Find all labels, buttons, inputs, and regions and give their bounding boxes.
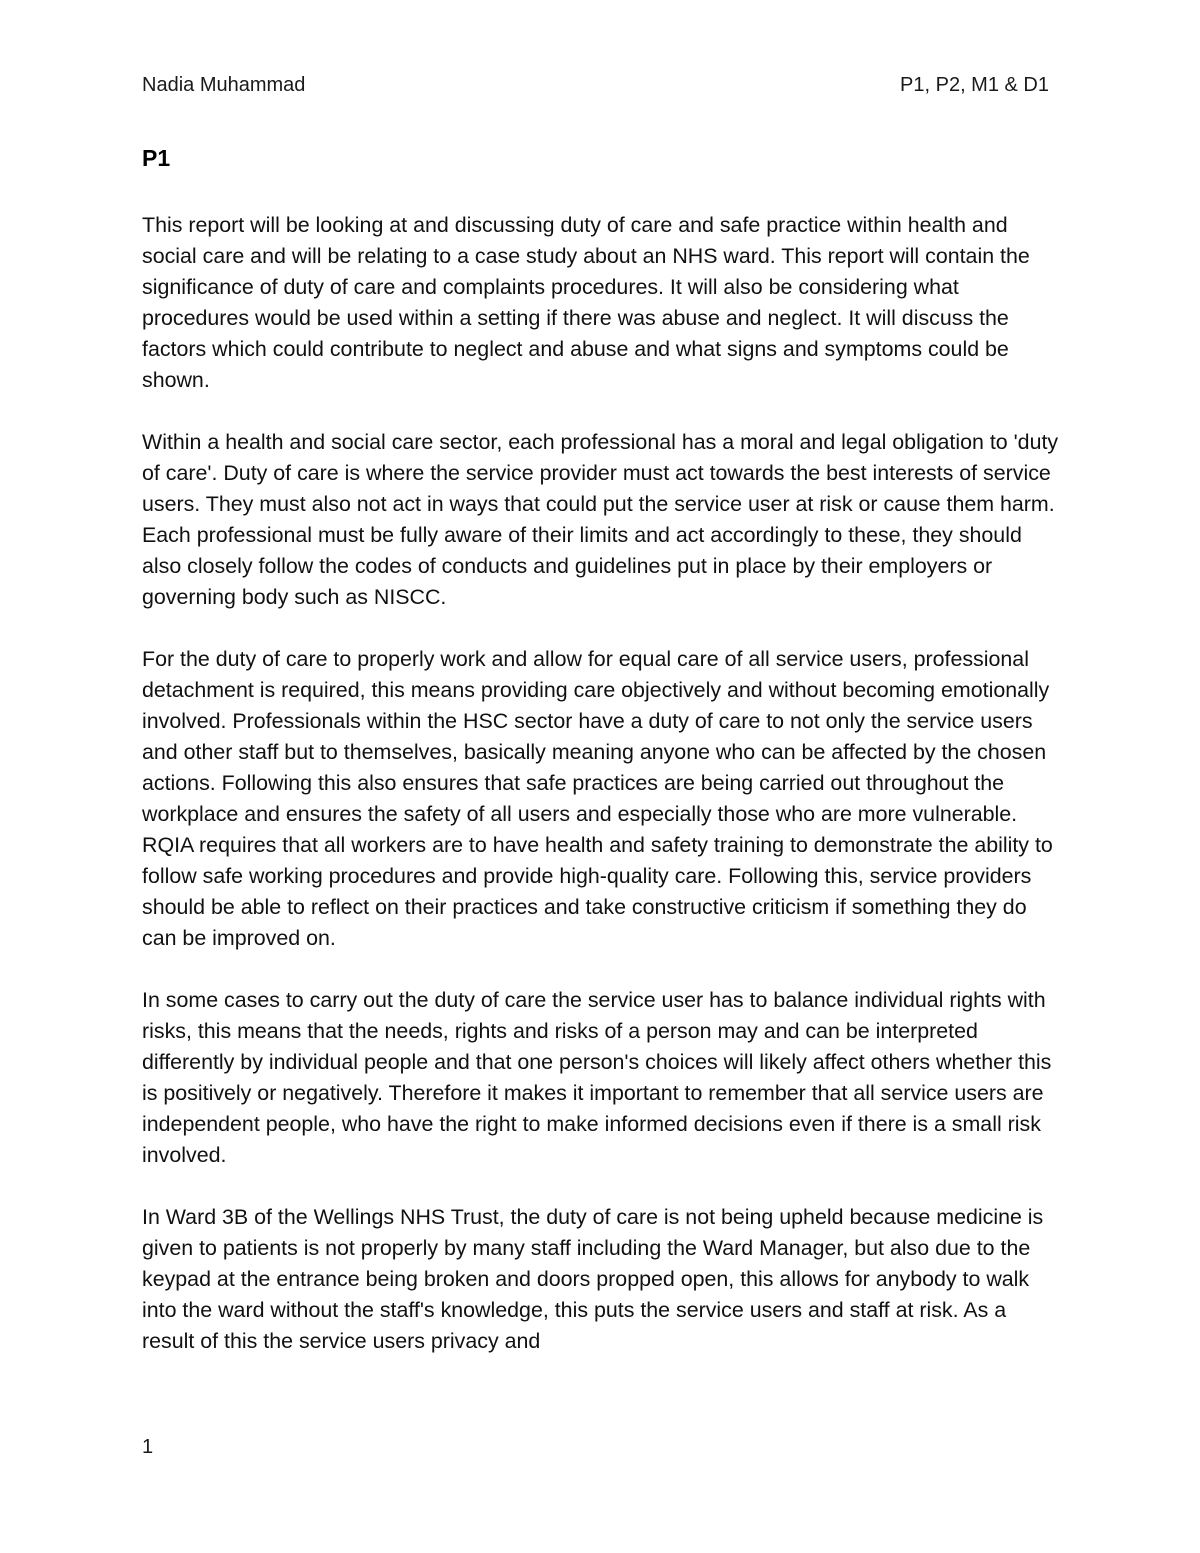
paragraph-duty-of-care: Within a health and social care sector, each professional has a moral and legal obligation to 'duty of care'. Duty of care is where the service provider must act towards the best interests of service users. They must also not act in ways that could put the service user at risk or cause them harm. Each professional must be fully aware of their limits and act accordingly to these, they should also closely follow the codes of conducts and guidelines put in place by their employers or governing body such as NISCC.: [142, 430, 1059, 609]
page-header: [142, 72, 1049, 98]
paragraph-professional-detachment: For the duty of care to properly work and allow for equal care of all service users, professional detachment is required, this means providing care objectively and without becoming emotionally involved. Professionals within the HSC sector have a duty of care to not only the service users and other staff but to themselves, basically meaning anyone who can be affected by the chosen actions. Following this also ensures that safe practices are being carried out throughout the workplace and ensures the safety of all users and especially those who are more vulnerable. RQIA requires that all workers are to have health and safety training to demonstrate the ability to follow safe working procedures and provide high-quality care. Following this, service providers should be able to reflect on their practices and take constructive criticism if something they do can be improved on.: [142, 647, 1053, 950]
section-heading: P1: [142, 145, 171, 171]
paragraph-rights-and-risks: In some cases to carry out the duty of care the service user has to balance individual rights with risks, this means that the needs, rights and risks of a person may and can be interpreted differently by individual people and that one person's choices will likely affect others whether this is positively or negatively. Therefore it makes it important to remember that all service users are independent people, who have the right to make informed decisions even if there is a small risk involved.: [142, 988, 1052, 1167]
paragraph-ward-3b: In Ward 3B of the Wellings NHS Trust, the duty of care is not being upheld because medicine is given to patients is not properly by many staff including the Ward Manager, but also due to the keypad at the entrance being broken and doors propped open, this allows for anybody to walk into the ward without the staff's knowledge, this puts the service users and staff at risk. As a result of this the service users privacy and: [142, 1205, 1044, 1353]
header-author: Nadia Muhammad: [142, 74, 306, 96]
body-text: [142, 210, 1060, 1388]
header-criteria: P1, P2, M1 & D1: [900, 74, 1049, 96]
page-number: 1: [142, 1436, 154, 1458]
paragraph-introduction: This report will be looking at and discussing duty of care and safe practice within health and social care and will be relating to a case study about an NHS ward. This report will contain the significance of duty of care and complaints procedures. It will also be considering what procedures would be used within a setting if there was abuse and neglect. It will discuss the factors which could contribute to neglect and abuse and what signs and symptoms could be shown.: [142, 213, 1030, 392]
